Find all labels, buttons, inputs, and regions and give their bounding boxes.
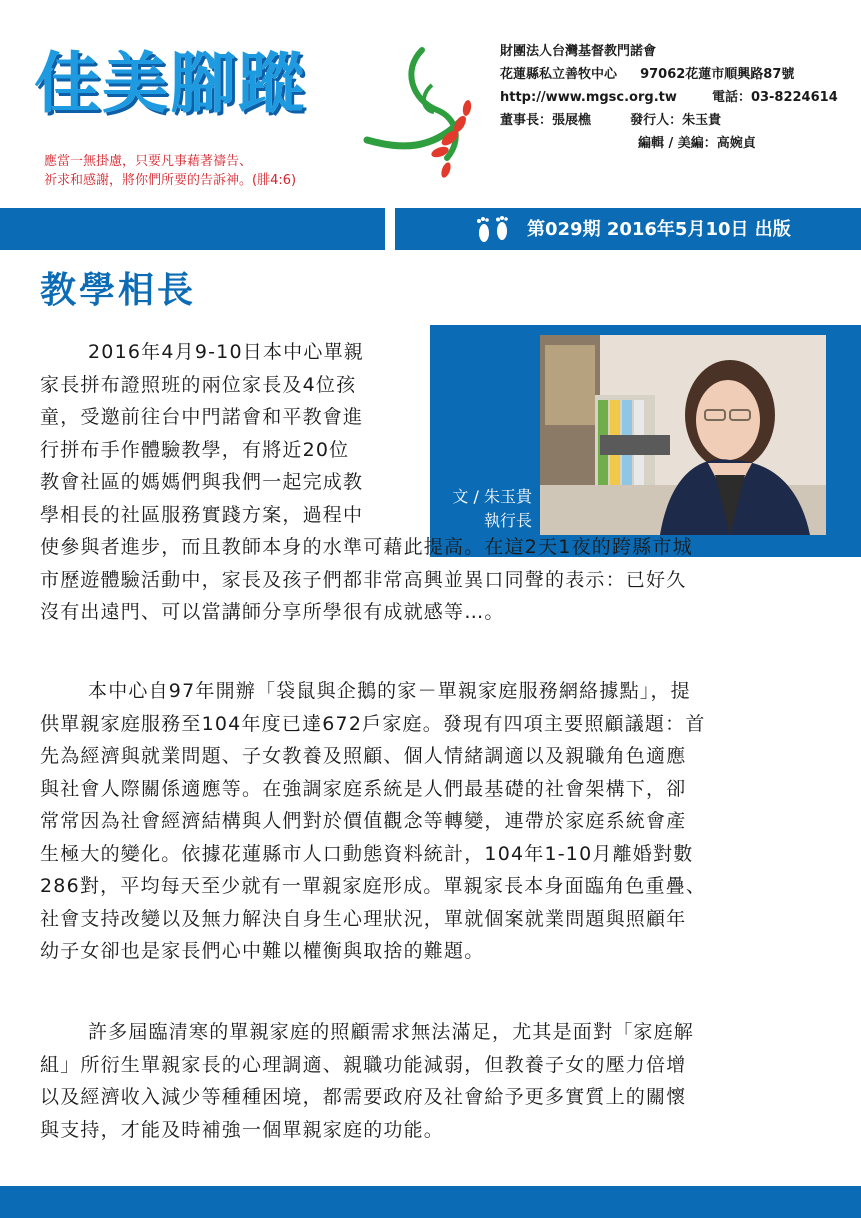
author-caption: 文 / 朱玉貴 執行長 <box>452 487 532 530</box>
website-link[interactable]: http://www.mgsc.org.tw <box>500 90 677 105</box>
masthead <box>0 0 861 208</box>
phone-number: 電話：03-8224614 <box>711 90 838 105</box>
footprints-icon <box>470 216 516 244</box>
issue-info: 第029期 2016年5月10日 出版 <box>527 219 791 240</box>
vine-leaf-icon <box>362 40 482 190</box>
newsletter-logo: 佳美腳蹤 <box>34 45 306 122</box>
chairman: 董事長：張展樵 <box>500 113 592 128</box>
paragraph-3: 許多屆臨清寒的單親家庭的照顧需求無法滿足，尤其是面對「家庭解 組」所衍生單親家長的心理調適、親職功能減弱，但教養子女的壓力倍增 以及經濟收入減少等種種困境，都需要政府及社會給予更多實質上的關懷 與支持，才能及時補強一個單親家庭的功能。 <box>40 1021 695 1141</box>
contact-row <box>500 86 838 109</box>
editor-row: 編輯 / 美編：高婉貞 <box>638 136 756 151</box>
article-title: 教學相長 <box>40 270 197 311</box>
paragraph-2: 本中心自97年開辦「袋鼠與企鵝的家－單親家庭服務網絡據點」，提 供單親家庭服務至104年度已達672戶家庭。發現有四項主要照顧議題：首 先為經濟與就業問題、子女教養及照顧、個人情緒調適以及親職角色適應 與社會人際關係適應等。在強調家庭系統是人們最基礎的社會架構下，卻 常常因為社會經濟結構與人們對於價值觀念等轉變，連帶於家庭系統會產 生極大的變化。依據花蓮縣市人口動態資料統計，104年1-10月離婚對數 286對，平均每天至少就有一單親家庭形成。單親家長本身面臨角色重疊、 社會支持改變以及無力解決自身生心理狀況，單就個案就業問題與照顧年 幼子女卻也是家長們心中難以權衡與取捨的難題。 <box>40 680 707 962</box>
org-parent: 財團法人台灣基督教門諾會 <box>500 44 657 59</box>
scripture-verse: 應當一無掛慮，只要凡事藉著禱告、 祈求和感謝，將你們所要的告訴神。(腓4:6) <box>44 154 297 188</box>
org-address-row <box>500 63 838 86</box>
issue-banner <box>0 208 861 250</box>
publisher: 發行人：朱玉貴 <box>630 113 722 128</box>
org-name: 花蓮縣私立善牧中心 <box>500 67 618 82</box>
footer-bar <box>0 1186 861 1218</box>
staff-row <box>500 109 838 132</box>
publisher-info <box>500 40 838 155</box>
org-address: 97062花蓮市順興路87號 <box>640 67 795 82</box>
paragraph-1: 2016年4月9-10日本中心單親 家長拼布證照班的兩位家長及4位孩 童，受邀前往台中門諾會和平教會進 行拼布手作體驗教學，有將近20位 教會社區的媽媽們與我們一起完成教 學相長的社區服務實踐方案，過程中 使參與者進步，而且教師本身的水準可藉此提高。在這2天1夜的跨縣市城 市歷遊體驗活動中，家長及孩子們都非常高興並異口同聲的表示：已好久 沒有出遠門、可以當講師分享所學很有成就感等…。 <box>40 341 693 623</box>
